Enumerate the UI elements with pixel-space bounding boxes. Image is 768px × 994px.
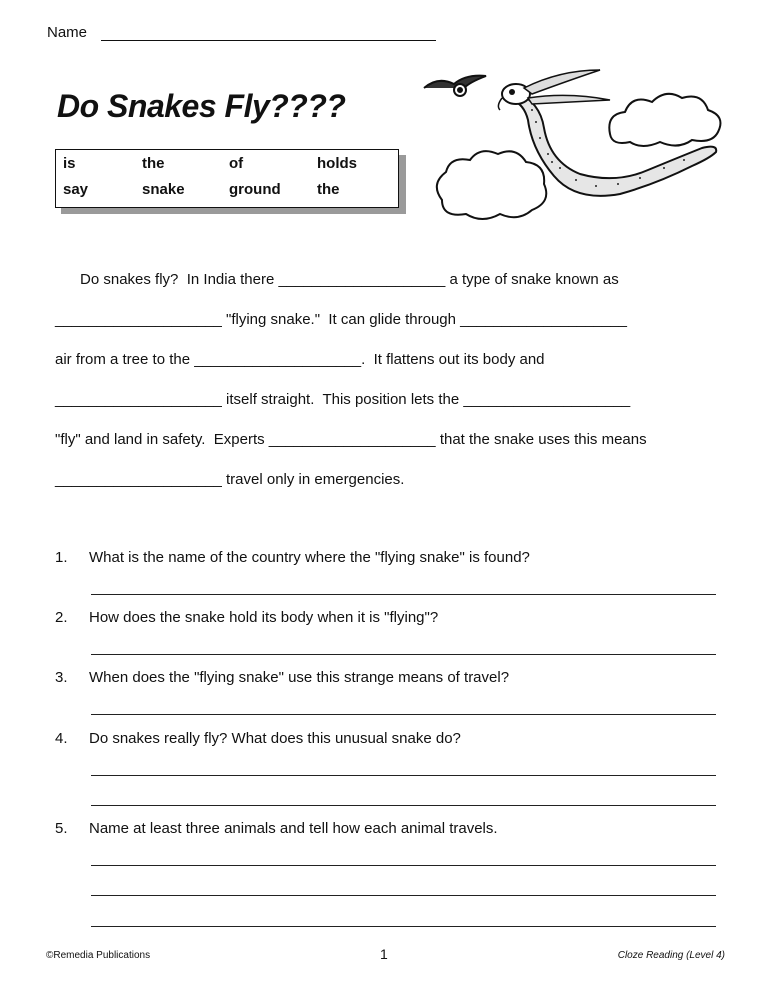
question-number: 4.: [55, 730, 68, 747]
question-number: 1.: [55, 549, 68, 566]
word-box-word: is: [63, 155, 76, 172]
question-text: Name at least three animals and tell how each animal travels.: [89, 820, 498, 837]
answer-line[interactable]: [91, 594, 716, 595]
answer-line[interactable]: [91, 775, 716, 776]
flying-snake-with-bird-and-clouds-icon: [420, 62, 730, 227]
passage-line: ____________________ itself straight. This position lets the ____________________: [55, 391, 631, 408]
question-number: 2.: [55, 609, 68, 626]
answer-line[interactable]: [91, 654, 716, 655]
passage-line: air from a tree to the ____________________. It flattens out its body and: [55, 351, 545, 368]
word-box-word: of: [229, 155, 244, 172]
name-label: Name: [47, 24, 88, 41]
question-text: How does the snake hold its body when it is "flying"?: [89, 609, 439, 626]
answer-line[interactable]: [91, 805, 716, 806]
question-number: 5.: [55, 820, 68, 837]
series-label: Cloze Reading (Level 4): [617, 950, 725, 961]
answer-line[interactable]: [91, 926, 716, 927]
word-box-word: the: [317, 181, 340, 198]
passage-line: Do snakes fly? In India there ____________________ a type of snake known as: [55, 271, 619, 288]
question-text: Do snakes really fly? What does this unusual snake do?: [89, 730, 461, 747]
worksheet-title: Do Snakes Fly????: [57, 88, 346, 124]
passage-line: "fly" and land in safety. Experts ____________________ that the snake uses this means: [55, 431, 647, 448]
question-number: 3.: [55, 669, 68, 686]
word-box-word: ground: [229, 181, 281, 198]
passage-line: ____________________ travel only in emergencies.: [55, 471, 405, 488]
answer-line[interactable]: [91, 865, 716, 866]
word-box-word: holds: [317, 155, 357, 172]
publisher-credit: ©Remedia Publications: [46, 950, 151, 961]
word-box-word: say: [63, 181, 89, 198]
answer-line[interactable]: [91, 895, 716, 896]
question-text: What is the name of the country where the "flying snake" is found?: [89, 549, 530, 566]
question-text: When does the "flying snake" use this strange means of travel?: [89, 669, 510, 686]
name-field-line[interactable]: [101, 40, 436, 41]
page-number: 1: [380, 946, 388, 962]
word-box-word: the: [142, 155, 165, 172]
word-box-word: snake: [142, 181, 185, 198]
answer-line[interactable]: [91, 714, 716, 715]
passage-line: ____________________ "flying snake." It can glide through ____________________: [55, 311, 627, 328]
word-box: [55, 149, 399, 208]
